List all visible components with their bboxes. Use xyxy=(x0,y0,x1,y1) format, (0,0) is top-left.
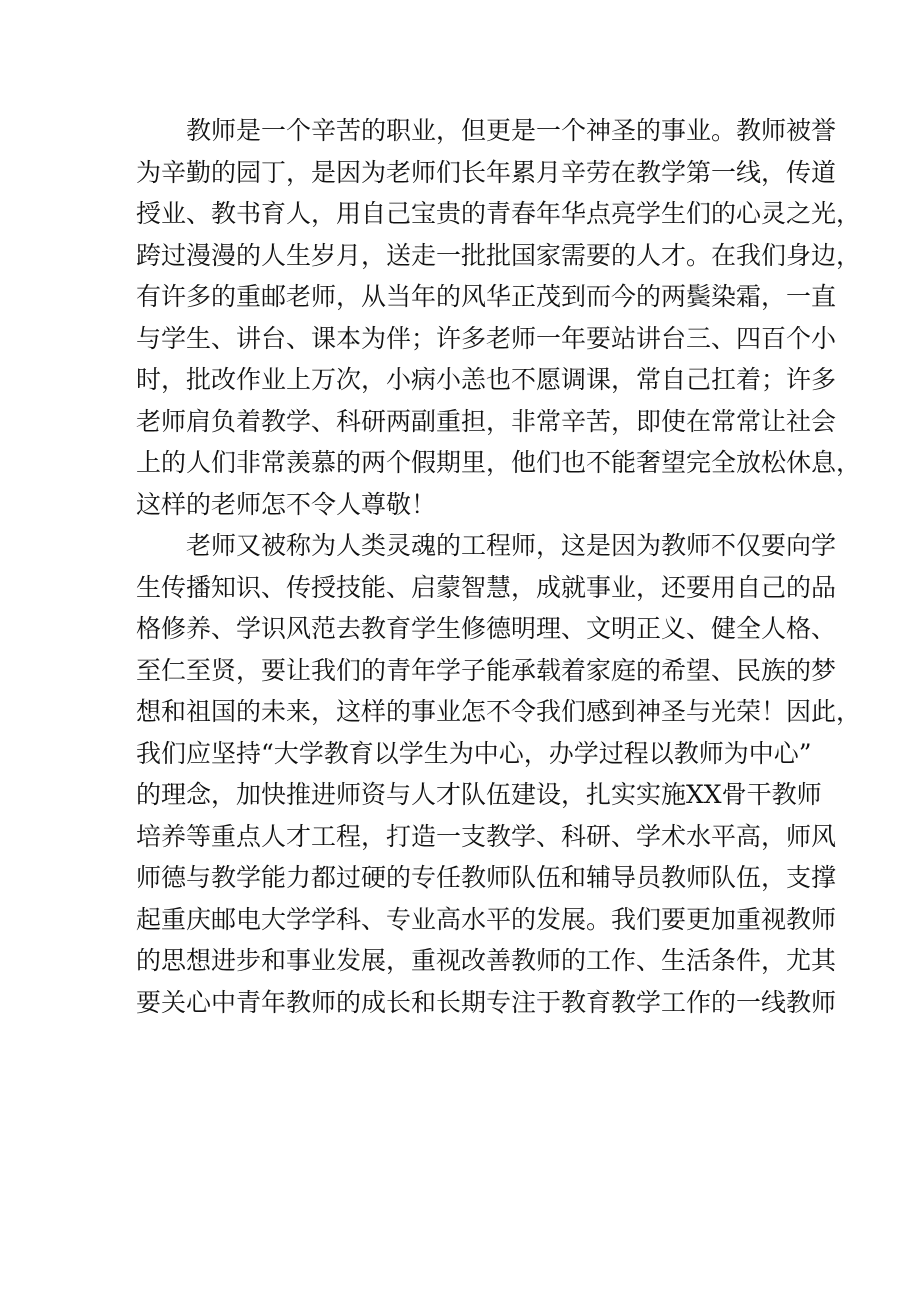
paragraph-1-line-7: 时，批改作业上万次，小病小恙也不愿调课，常自己扛着；许多 xyxy=(136,365,837,394)
paragraph-2-line-12: 要关心中青年教师的成长和长期专注于教育教学工作的一线教师 xyxy=(136,987,837,1017)
paragraph-2-line-5: 想和祖国的未来，这样的事业怎不令我们感到神圣与光荣！因此， xyxy=(136,697,862,726)
paragraph-2-line-8: 培养等重点人才工程，打造一支教学、科研、学术水平高，师风 xyxy=(136,821,837,851)
paragraph-1-line-8: 老师肩负着教学、科研两副重担，非常辛苦，即使在常常让社会 xyxy=(136,406,837,436)
paragraph-2-line-10: 起重庆邮电大学学科、专业高水平的发展。我们要更加重视教师 xyxy=(136,904,837,934)
paragraph-2-line-1: 老师又被称为人类灵魂的工程师，这是因为教师不仅要向学 xyxy=(186,531,837,560)
paragraph-1-line-10: 这样的老师怎不令人尊敬！ xyxy=(136,489,437,519)
paragraph-2-line-9: 师德与教学能力都过硬的专任教师队伍和辅导员教师队伍，支撑 xyxy=(136,863,837,892)
paragraph-1-line-1: 教师是一个辛苦的职业，但更是一个神圣的事业。教师被誉 xyxy=(186,116,837,145)
paragraph-1-line-9: 上的人们非常羡慕的两个假期里，他们也不能奢望完全放松休息， xyxy=(136,448,862,477)
paragraph-1-line-2: 为辛勤的园丁，是因为老师们长年累月辛劳在教学第一线，传道 xyxy=(136,157,837,187)
paragraph-2-line-11: 的思想进步和事业发展，重视改善教师的工作、生活条件，尤其 xyxy=(136,946,837,975)
paragraph-2-line-3: 格修养、学识风范去教育学生修德明理、文明正义、健全人格、 xyxy=(136,614,837,643)
paragraph-2-line-4: 至仁至贤，要让我们的青年学子能承载着家庭的希望、民族的梦 xyxy=(136,655,837,685)
paragraph-2-line-7: 的理念，加快推进师资与人才队伍建设，扎实实施XX骨干教师 xyxy=(136,780,822,809)
paragraph-2-line-6: 我们应坚持“大学教育以学生为中心，办学过程以教师为中心” xyxy=(136,738,812,768)
paragraph-1-line-4: 跨过漫漫的人生岁月，送走一批批国家需要的人才。在我们身边， xyxy=(136,240,862,270)
paragraph-1-line-5: 有许多的重邮老师，从当年的风华正茂到而今的两鬓染霜，一直 xyxy=(136,282,837,311)
paragraph-1-line-6: 与学生、讲台、课本为伴；许多老师一年要站讲台三、四百个小 xyxy=(136,323,837,353)
paragraph-1-line-3: 授业、教书育人，用自己宝贵的青春年华点亮学生们的心灵之光， xyxy=(136,199,862,228)
body-text xyxy=(136,110,862,1023)
paragraph-2-line-2: 生传播知识、传授技能、启蒙智慧，成就事业，还要用自己的品 xyxy=(136,572,837,602)
